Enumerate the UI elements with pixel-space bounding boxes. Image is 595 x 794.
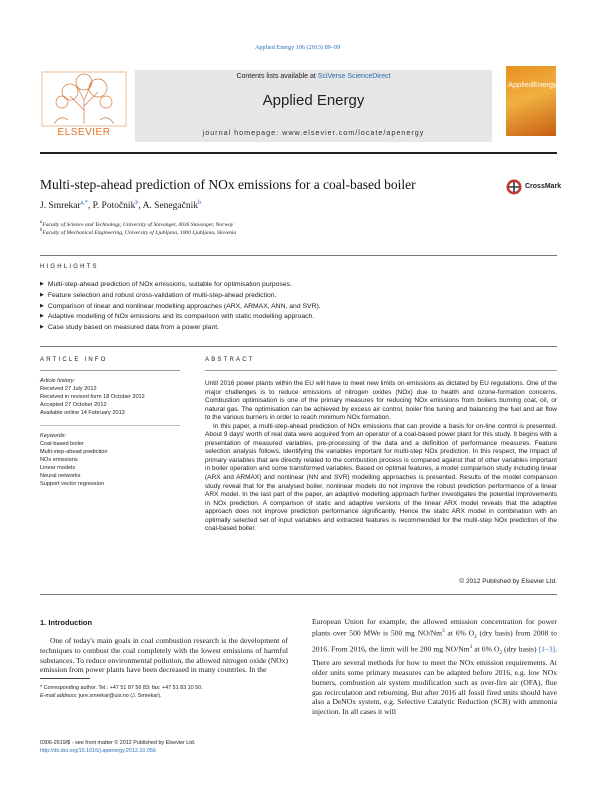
journal-homepage[interactable]: journal homepage: www.elsevier.com/locate/apenergy bbox=[202, 128, 425, 137]
issn-doi bbox=[40, 739, 320, 755]
abstract-paragraph: In this paper, a multi-step-ahead prediction of NOx emissions that can provide a basis for on-line control is presented. About 9 days' worth of real data were acquired from an operator of a coal-based power plant for this study. It begins with a presentation of measured variables, pre-processing of the data and a definition of performance measures. Feature selection analysis follows, identifying the variables important for multi-step NOx prediction. In this respect, the impact of primary variables that are directly related to the combustion process is compared against that of other variables important in boiler operation and some transformed variables. Based on optimal features, a model comparison study including linear (ARX and ARMAX) and nonlinear (NN and SVR) modelling approaches is presented. Results of the model comparison study reveal that for the analysed boiler, nonlinear models do not improve the robust prediction performance of a linear ARX model. In the last part of the paper, an adaptive modelling approach further investigates the potential improvements in NOx prediction. A comparison of static and adaptive versions of the linear ARX model reveals that the adaptive approach does not improve prediction performance significantly. Hence the static ARX model in combination with an optimally selected set of input variables and extracted features is recommended for the multi-step NOx prediction of the coal-based boiler. bbox=[205, 422, 557, 533]
superscript: 3 bbox=[469, 644, 473, 650]
footnote-marker: * bbox=[40, 685, 43, 691]
keyword: Neural networks bbox=[40, 473, 81, 479]
issn-line: 0306-2619/$ - see front matter © 2012 Published by Elsevier Ltd. bbox=[40, 740, 196, 746]
contents-line bbox=[135, 73, 492, 80]
text-run: European Union for example, the allowed emission concentration for power plants over 500 MWe is 500 mg NO/Nm bbox=[312, 617, 557, 638]
highlights-list bbox=[40, 280, 557, 334]
journal-cover bbox=[506, 66, 556, 136]
subscript: 2 bbox=[499, 650, 502, 656]
masthead-divider bbox=[40, 152, 557, 154]
email-label: E-mail address: bbox=[40, 693, 78, 699]
subscript: 2 bbox=[474, 634, 477, 640]
author-name: P. Potočnik bbox=[92, 201, 136, 212]
divider bbox=[40, 346, 557, 347]
sciencedirect-link[interactable]: SciVerse ScienceDirect bbox=[317, 73, 391, 80]
highlight-item: ▶ Comparison of linear and nonlinear modelling approaches (ARX, ARMAX, ANN, and SVR). bbox=[40, 302, 557, 313]
copyright: © 2012 Published by Elsevier Ltd. bbox=[459, 578, 557, 585]
contents-prefix: Contents lists available at bbox=[236, 73, 318, 80]
affiliation-marker: a bbox=[40, 220, 43, 225]
keyword: Support vector regression bbox=[40, 481, 105, 487]
divider bbox=[40, 594, 557, 595]
highlight-item: ▶ Adaptive modelling of NOx emissions and its comparison with static modelling approach. bbox=[40, 312, 557, 323]
abstract-heading: ABSTRACT bbox=[205, 357, 255, 363]
cover-title: AppliedEnergy bbox=[508, 80, 557, 89]
history-entry: Accepted 27 October 2012 bbox=[40, 402, 107, 408]
text-run: (dry basis) bbox=[501, 644, 539, 654]
body-paragraph: One of today's main goals in coal combustion research is the development of techniques to combust the coal completely with the lowest emissions of harmful substances. To reduce environmental pollution, the allowed nitrogen oxide (NOx) emission from power plants have been decreased in many countries. In the bbox=[40, 636, 288, 675]
history-entry: Available online 14 February 2013 bbox=[40, 410, 125, 416]
affiliation-text: Faculty of Mechanical Engineering, University of Ljubljana, 1000 Ljubljana, Slovenia bbox=[42, 229, 237, 236]
author-affil-marker[interactable]: b bbox=[197, 200, 201, 206]
doi-link[interactable]: http://dx.doi.org/10.1016/j.apenergy.2012.10.056 bbox=[40, 748, 156, 754]
divider bbox=[40, 425, 180, 426]
keywords-label: Keywords: bbox=[40, 433, 67, 439]
article-title: Multi-step-ahead prediction of NOx emissions for a coal-based boiler bbox=[40, 177, 416, 192]
journal-name: Applied Energy bbox=[262, 92, 365, 109]
affiliation bbox=[40, 220, 233, 228]
email-address[interactable]: jure.smrekar@uis.no (J. Smrekar). bbox=[77, 693, 162, 699]
citation-link[interactable]: [1–3] bbox=[538, 644, 556, 654]
correspondence-text: Corresponding author. Tel.: +47 51 87 56 83; fax: +47 51 83 10 50. bbox=[42, 685, 203, 691]
crossmark-label[interactable]: CrossMark bbox=[525, 183, 562, 190]
affiliation-marker: b bbox=[40, 228, 43, 233]
crossmark-icon[interactable] bbox=[506, 179, 522, 195]
highlight-item: ▶ Feature selection and robust cross-validation of multi-step-ahead prediction. bbox=[40, 291, 557, 302]
superscript: 3 bbox=[442, 628, 445, 634]
highlight-item: ▶ Case study based on measured data from a power plant. bbox=[40, 323, 557, 334]
journal-citation[interactable]: Applied Energy 106 (2013) 89–99 bbox=[254, 44, 341, 51]
keyword: Linear models bbox=[40, 465, 76, 471]
author-name: J. Smrekar bbox=[40, 201, 81, 212]
keyword: NOx emissions bbox=[40, 457, 78, 463]
affiliation-text: Faculty of Science and Technology, University of Stavanger, 4036 Stavanger, Norway bbox=[42, 221, 234, 228]
author-affil-marker[interactable]: a,* bbox=[80, 200, 88, 206]
text-run: at 6% O bbox=[472, 644, 500, 654]
article-history bbox=[40, 377, 170, 417]
footnote-divider bbox=[40, 678, 90, 679]
divider bbox=[40, 255, 557, 256]
keyword: Coal-based boiler bbox=[40, 441, 84, 447]
keyword: Multi-step-ahead prediction bbox=[40, 449, 108, 455]
keywords bbox=[40, 432, 170, 488]
publisher-name: ELSEVIER bbox=[57, 127, 111, 138]
author-affil-marker[interactable]: b bbox=[135, 200, 139, 206]
divider bbox=[40, 370, 180, 371]
divider bbox=[205, 370, 557, 371]
intro-right-column bbox=[312, 617, 557, 717]
history-entry: Received 27 July 2012 bbox=[40, 386, 97, 392]
abstract-body bbox=[205, 380, 557, 534]
author-name: A. Senegačnik bbox=[142, 201, 198, 212]
abstract-paragraph: Until 2016 power plants within the EU will have to meet new limits on emissions as dictated by EU regulations. One of the major challenges is to reduce emissions of nitrogen oxides (NOx) due to health and ozone-formation concerns. Combustion optimisation is one of the primary measures for reducing NOx emissions from boilers burning coal, oil, or natural gas. The optimisation can be achieved by excess air control, boiler fine tuning and balancing the fuel and air flow to the various burners in order to reach minimum NOx formation. bbox=[205, 380, 557, 422]
text-run: . There are several methods for how to meet the NOx emission requirements. At older units some primary measures can be adapted before 2016, e.g. low NOx burners, combustion air system modification such as over-fire air (OFA), flue gas recirculation and reburning. But after 2016 all fossil fired units should have also a DeNOx system, e.g. Selective Catalytic Reduction (SCR) with ammonia injection. In all cases it will bbox=[312, 644, 557, 717]
history-label: Article history: bbox=[40, 378, 76, 384]
text-run: (dry basis) from 2008 to 2016. From 2016, the limit will be 200 mg NO/Nm bbox=[312, 628, 557, 654]
section-heading: 1. Introduction bbox=[40, 618, 93, 627]
text-run: at 6% O bbox=[444, 628, 475, 638]
affiliation bbox=[40, 228, 236, 236]
footnote bbox=[40, 684, 288, 700]
intro-left-column bbox=[40, 636, 288, 675]
history-entry: Received in revised form 18 October 2012 bbox=[40, 394, 145, 400]
highlights-heading: HIGHLIGHTS bbox=[40, 264, 99, 270]
author-list: J. Smrekar$^{a,*}$, P. Potočnik$^b$, A. Senegačnik$^b$ bbox=[40, 200, 201, 212]
highlight-item: ▶ Multi-step-ahead prediction of NOx emissions, suitable for optimisation purposes. bbox=[40, 280, 557, 291]
article-info-heading: ARTICLE INFO bbox=[40, 357, 108, 363]
body-paragraph bbox=[312, 617, 557, 717]
